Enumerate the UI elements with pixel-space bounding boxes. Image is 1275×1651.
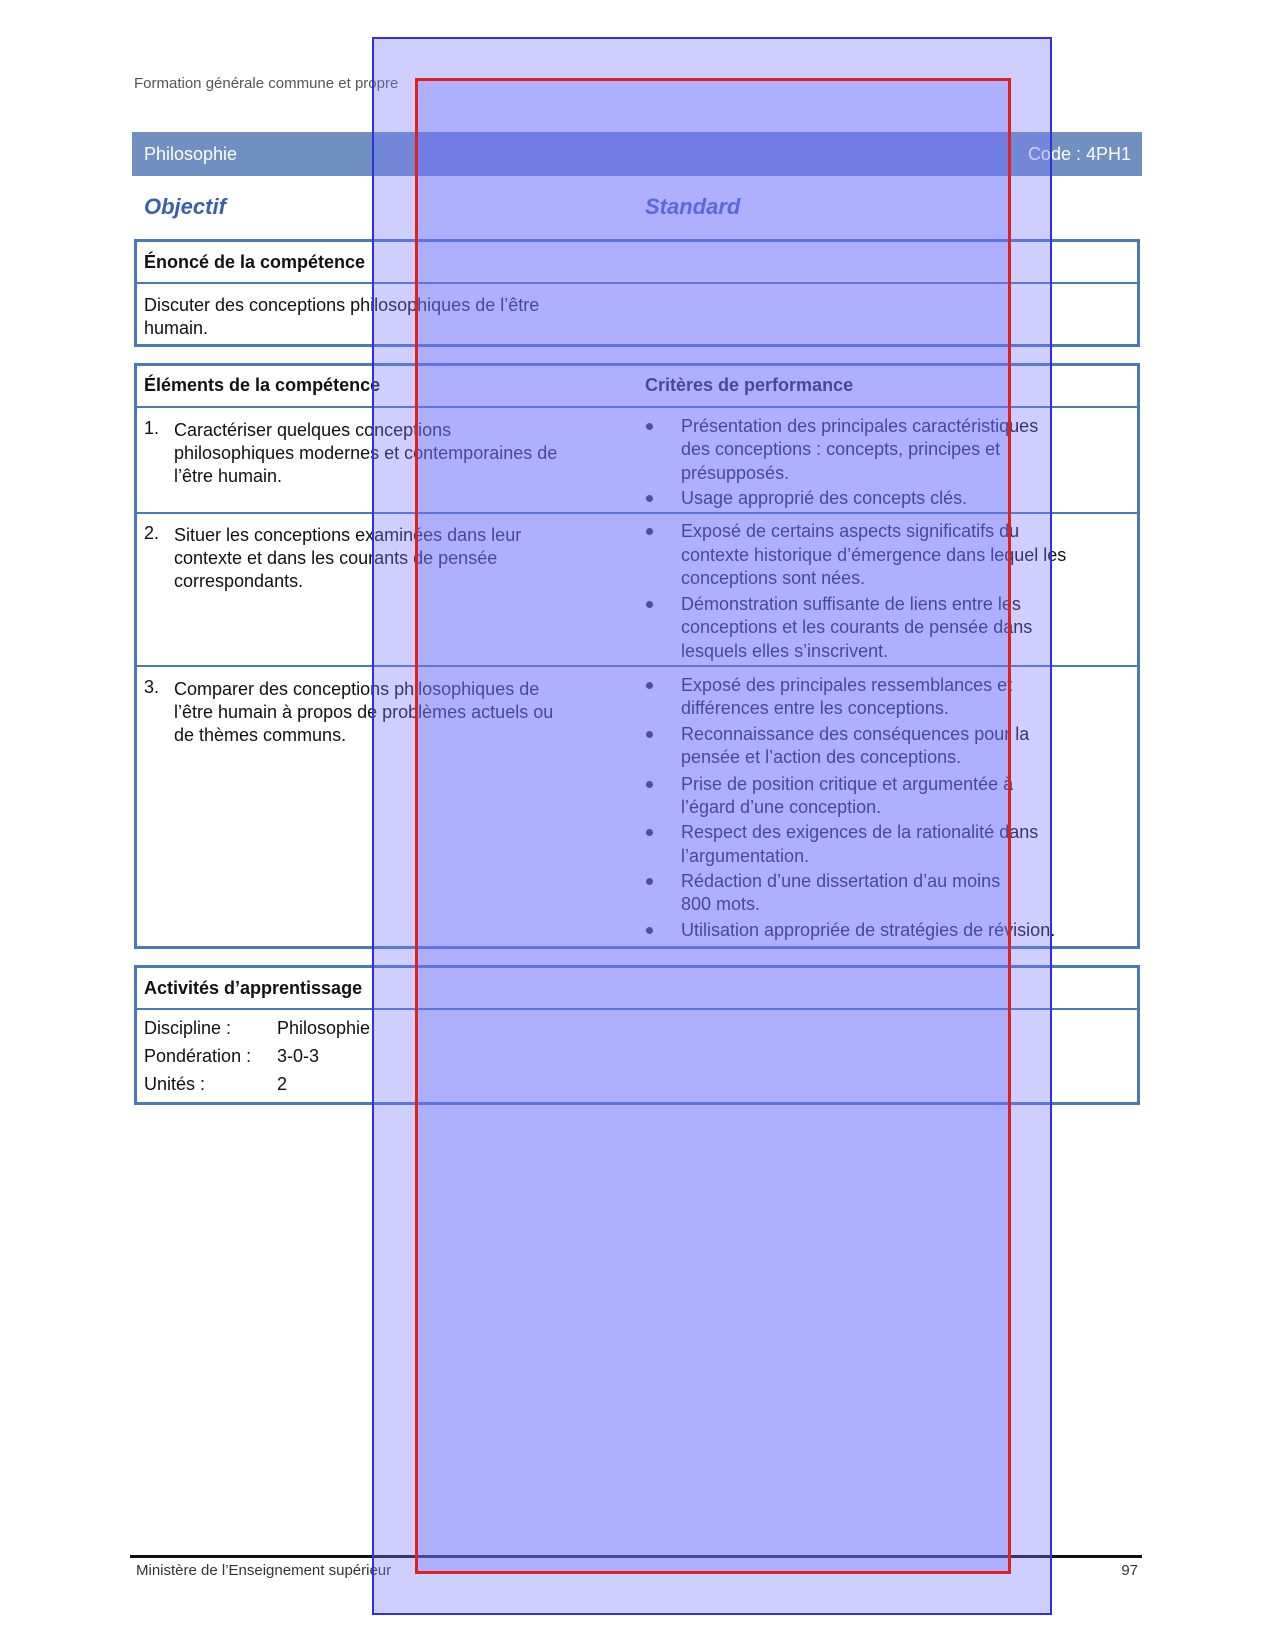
ponderation-value: 3-0-3 xyxy=(277,1046,320,1066)
element-2-line-1: Situer les conceptions examinées dans leur xyxy=(174,525,522,545)
criterion-text: pensée et l’action des conceptions. xyxy=(681,747,962,767)
footer-ministry: Ministère de l’Enseignement supérieur xyxy=(136,1562,392,1579)
enonce-line-1: Discuter des conceptions philosophiques de l’être xyxy=(144,295,540,315)
criterion-text: différences entre les conceptions. xyxy=(681,698,949,718)
element-number: 3. xyxy=(144,677,160,697)
criterion-text: Usage approprié des concepts clés. xyxy=(681,488,968,508)
criterion-text: Reconnaissance des conséquences pour la xyxy=(681,724,1030,744)
enonce-title: Énoncé de la compétence xyxy=(144,252,366,272)
enonce-line-2: humain. xyxy=(144,318,209,338)
criteria-title: Critères de performance xyxy=(645,375,854,395)
criterion-text: Respect des exigences de la rationalité dans xyxy=(681,822,1039,842)
criterion-text: Exposé de certains aspects significatifs du xyxy=(681,521,1020,541)
criterion-text: conceptions sont nées. xyxy=(681,568,866,588)
activites-title: Activités d’apprentissage xyxy=(144,978,363,998)
element-1-line-3: l’être humain. xyxy=(174,466,283,486)
criterion-text: conceptions et les courants de pensée dans xyxy=(681,617,1033,637)
document-header: Formation générale commune et propre xyxy=(134,75,399,92)
element-1-line-2: philosophiques modernes et contemporaines de xyxy=(174,443,558,463)
criterion-text: 800 mots. xyxy=(681,894,761,914)
subject-title: Philosophie xyxy=(144,144,238,164)
element-3-line-1: Comparer des conceptions philosophiques de xyxy=(174,679,540,699)
overlay-selection-inner xyxy=(415,78,1014,1574)
element-1-line-1: Caractériser quelques conceptions xyxy=(174,420,452,440)
element-2-line-3: correspondants. xyxy=(174,571,304,591)
criterion-text: Rédaction d’une dissertation d’au moins xyxy=(681,871,1001,891)
discipline-label: Discipline : xyxy=(144,1018,232,1038)
elements-title: Éléments de la compétence xyxy=(144,375,381,395)
element-number: 1. xyxy=(144,418,160,438)
objectif-heading: Objectif xyxy=(144,194,226,219)
criterion-text: des conceptions : concepts, principes et xyxy=(681,439,1001,459)
criterion-text: l’argumentation. xyxy=(681,846,810,866)
element-3-line-2: l’être humain à propos de problèmes actuels ou xyxy=(174,702,554,722)
discipline-value: Philosophie xyxy=(277,1018,371,1038)
element-number: 2. xyxy=(144,523,160,543)
criterion-text: contexte historique d’émergence dans lequel les xyxy=(681,545,1067,565)
unites-value: 2 xyxy=(277,1074,288,1094)
criterion-text: l’égard d’une conception. xyxy=(681,797,882,817)
element-3-line-3: de thèmes communs. xyxy=(174,725,347,745)
criterion-text: Exposé des principales ressemblances et xyxy=(681,675,1013,695)
page-number: 97 xyxy=(1121,1562,1138,1579)
criterion-text: Utilisation appropriée de stratégies de révision. xyxy=(681,920,1056,940)
ponderation-label: Pondération : xyxy=(144,1046,252,1066)
course-code: Code : 4PH1 xyxy=(1027,144,1131,164)
criterion-text: lesquels elles s’inscrivent. xyxy=(681,641,889,661)
unites-label: Unités : xyxy=(144,1074,206,1094)
criterion-text: Prise de position critique et argumentée à xyxy=(681,774,1014,794)
element-2-line-2: contexte et dans les courants de pensée xyxy=(174,548,498,568)
criterion-text: présupposés. xyxy=(681,463,790,483)
criterion-text: Démonstration suffisante de liens entre les xyxy=(681,594,1021,614)
criterion-text: Présentation des principales caractéristiques xyxy=(681,416,1039,436)
standard-heading: Standard xyxy=(645,194,741,219)
